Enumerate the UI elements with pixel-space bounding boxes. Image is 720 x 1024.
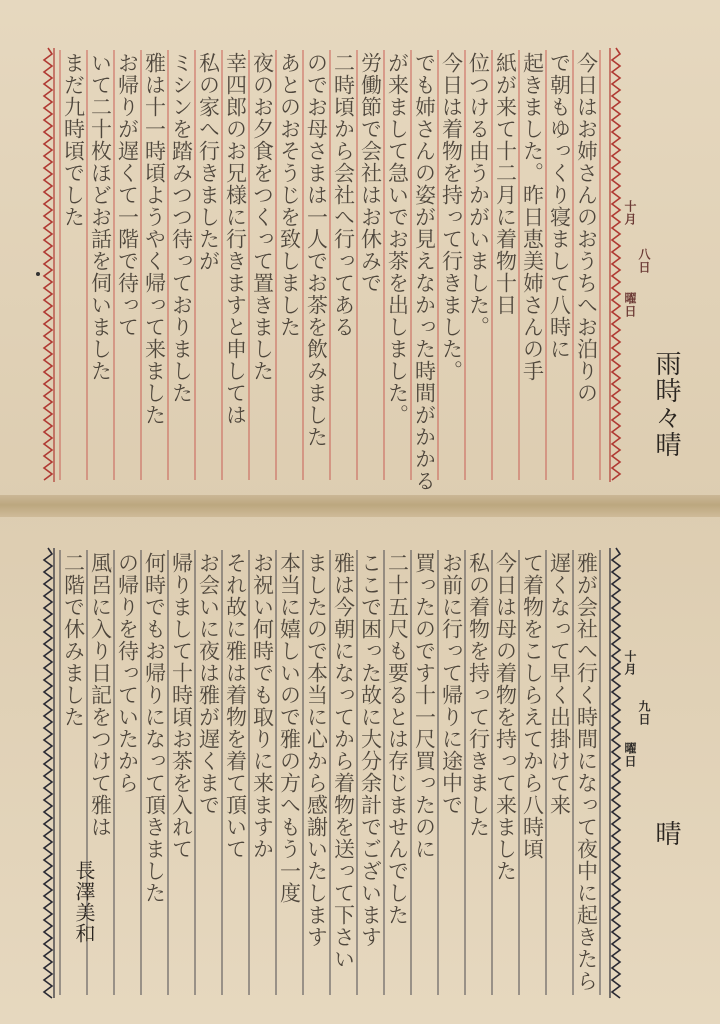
top-weather: 雨時々晴	[651, 350, 681, 458]
handwritten-line: 二時頃から会社へ行ってある	[331, 52, 356, 338]
handwritten-line: でも姉さんの姿が見えなかった時間がかかる	[412, 52, 437, 492]
bottom-month: 十月	[623, 650, 637, 676]
handwritten-line: お会いに夜は雅が遅くまで	[196, 552, 221, 816]
handwritten-line: 夜のお夕食をつくって置きました	[250, 52, 275, 382]
handwritten-line: 雅は十一時頃ようやく帰って来ました	[142, 52, 167, 426]
handwritten-line: 位つける由うかがいました。	[466, 52, 491, 338]
handwritten-line: 紙が来て十二月に着物十日	[493, 52, 518, 316]
handwritten-line: 二階で休みました	[61, 552, 86, 728]
handwritten-line: 幸四郎のお兄様に行きますと申しては	[223, 52, 248, 426]
handwritten-line: 遅くなって早く出掛けて来	[547, 552, 572, 816]
handwritten-line: 帰りまして十時頃お茶を入れて	[169, 552, 194, 860]
handwritten-line: ここで困った故に大分余計でございます	[358, 552, 383, 948]
handwritten-line: お前に行って帰りに途中で	[439, 552, 464, 816]
bottom-weekday-label: 曜日	[623, 742, 637, 768]
handwritten-line: 買ったのです十一尺買ったのに	[412, 552, 437, 860]
top-month: 十月	[623, 200, 637, 226]
handwritten-line: ましたので本当に心から感謝いたします	[304, 552, 329, 948]
handwritten-line: 風呂に入り日記をつけて雅は	[88, 552, 113, 838]
handwritten-line: 何時でもお帰りになって頂きました	[142, 552, 167, 904]
bottom-day: 九日	[637, 700, 651, 726]
top-day: 八日	[637, 248, 651, 274]
signature: 長澤美和	[72, 860, 96, 944]
handwritten-line: 本当に嬉しいので雅の方へもう一度	[277, 552, 302, 904]
handwritten-line: 労働節で会社はお休みで	[358, 52, 383, 294]
handwritten-line: 雅は今朝になってから着物を送って下さい	[331, 552, 356, 970]
handwritten-line: 今日は母の着物を持って来ました	[493, 552, 518, 882]
handwritten-line: ミシンを踏みつつ待っておりました	[169, 52, 194, 404]
handwritten-line: 私の家へ行きましたが	[196, 52, 221, 272]
handwritten-line: 二十五尺も要るとは存じませんでした	[385, 552, 410, 926]
handwritten-line: 起きました。昨日恵美姉さんの手	[520, 52, 545, 382]
handwritten-line: それ故に雅は着物を着て頂いて	[223, 552, 248, 860]
handwritten-line: 雅が会社へ行く時間になって夜中に起きたら	[574, 552, 599, 992]
handwritten-line: あとのおそうじを致しました	[277, 52, 302, 338]
handwritten-line: の帰りを待っていたから	[115, 552, 140, 794]
handwritten-line: まだ九時頃でした	[61, 52, 86, 228]
bottom-weather: 晴	[651, 820, 681, 847]
handwritten-line: て着物をこしらえてから八時頃	[520, 552, 545, 860]
handwritten-line: で朝もゆっくり寝まして八時に	[547, 52, 572, 360]
handwritten-line: のでお母さまは一人でお茶を飲みました	[304, 52, 329, 448]
top-weekday-label: 曜日	[623, 292, 637, 318]
handwritten-line: 私の着物を持って行きました	[466, 552, 491, 838]
margin-dot	[36, 272, 40, 276]
handwritten-line: 今日はお姉さんのおうちへお泊りの	[574, 52, 599, 404]
handwritten-line: お帰りが遅くて一階で待って	[115, 52, 140, 338]
handwritten-line: いて二十枚ほどお話を伺いました	[88, 52, 113, 382]
handwritten-line: が来まして急いでお茶を出しました。	[385, 52, 410, 426]
handwritten-line: お祝い何時でも取りに来ますか	[250, 552, 275, 860]
handwritten-line: 今日は着物を持って行きました。	[439, 52, 464, 382]
